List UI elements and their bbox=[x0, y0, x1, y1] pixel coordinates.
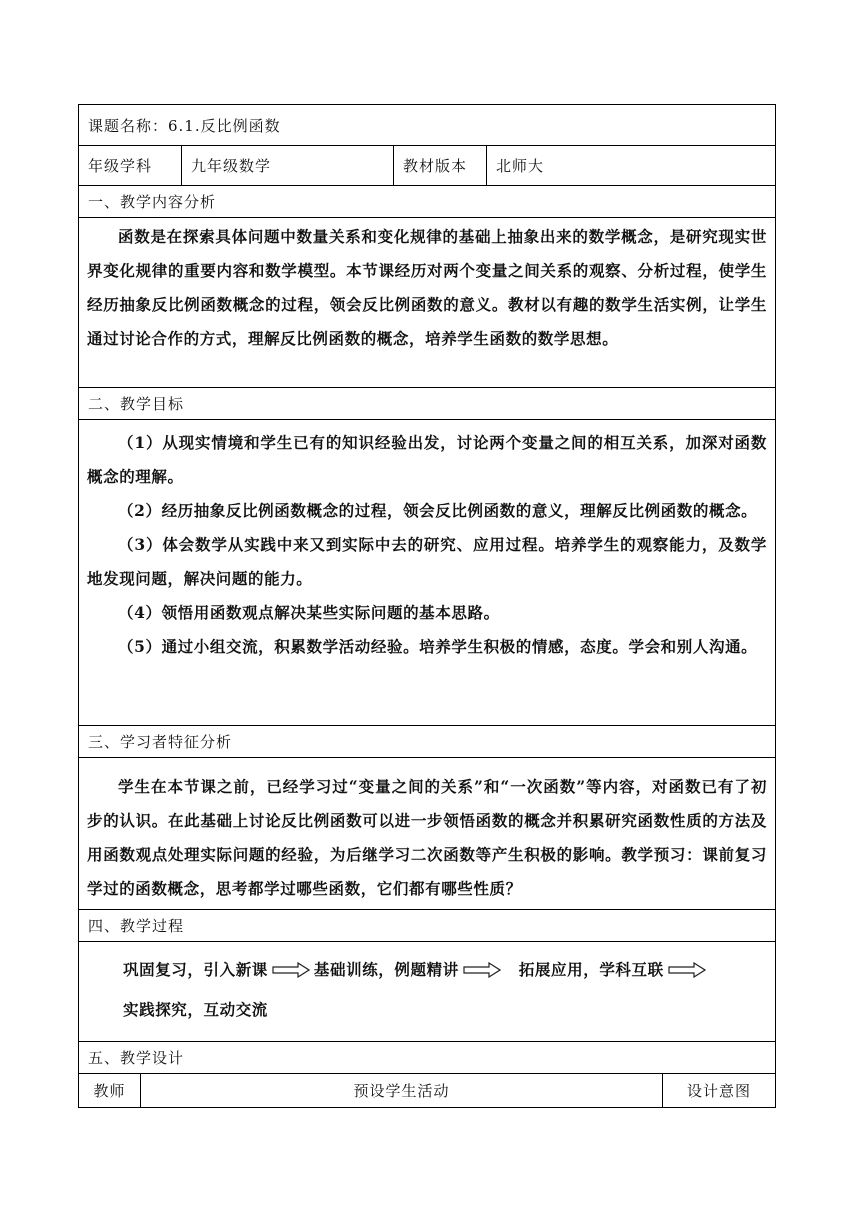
goal-item: （1）从现实情境和学生已有的知识经验出发，讨论两个变量之间的相互关系，加深对函数概念的理解。 bbox=[87, 433, 767, 486]
process-step-1: 巩固复习，引入新课 bbox=[123, 960, 268, 979]
lesson-plan-table bbox=[78, 104, 776, 1108]
process-heading-text: 四、教学过程 bbox=[88, 917, 185, 935]
goals-heading-text: 二、教学目标 bbox=[88, 395, 185, 413]
learner-analysis-heading-text: 三、学习者特征分析 bbox=[88, 733, 233, 751]
right-arrow-icon bbox=[463, 962, 501, 978]
design-col-intent: 设计意图 bbox=[686, 1082, 751, 1100]
goals-body bbox=[78, 420, 776, 726]
design-table-header bbox=[78, 1074, 776, 1108]
content-analysis-heading-text: 一、教学内容分析 bbox=[88, 193, 217, 211]
right-arrow-icon bbox=[668, 962, 706, 978]
design-col-activity: 预设学生活动 bbox=[141, 1074, 663, 1107]
goal-item: （4）领悟用函数观点解决某些实际问题的基本思路。 bbox=[118, 603, 500, 622]
grade-row bbox=[78, 146, 776, 186]
design-col-teacher: 教师 bbox=[79, 1074, 141, 1107]
design-heading bbox=[78, 1042, 776, 1074]
lesson-title-row bbox=[78, 104, 776, 146]
learner-analysis-heading bbox=[78, 726, 776, 758]
process-step-3: 拓展应用，学科互联 bbox=[518, 960, 664, 979]
edition-value: 北师大 bbox=[496, 157, 545, 175]
goal-item: （5）通过小组交流，积累数学活动经验。培养学生积极的情感，态度。学会和别人沟通。 bbox=[118, 637, 758, 656]
goals-heading bbox=[78, 388, 776, 420]
right-arrow-icon bbox=[272, 962, 310, 978]
content-analysis-heading bbox=[78, 186, 776, 218]
grade-label: 年级学科 bbox=[79, 146, 182, 185]
process-heading bbox=[78, 910, 776, 942]
content-analysis-body bbox=[78, 218, 776, 388]
process-flow-line bbox=[123, 990, 767, 1030]
content-analysis-text: 函数是在探索具体问题中数量关系和变化规律的基础上抽象出来的数学概念，是研究现实世界变化规律的重要内容和数学模型。本节课经历对两个变量之间关系的观察、分析过程，使学生经历抽象反比例函数概念的过程，领会反比例函数的意义。教材以有趣的数学生活实例，让学生通过讨论合作的方式，理解反比例函数的概念，培养学生函数的数学思想。 bbox=[87, 227, 767, 348]
goal-item: （3）体会数学从实践中来又到实际中去的研究、应用过程。培养学生的观察能力，及数学地发现问题，解决问题的能力。 bbox=[87, 535, 767, 588]
process-flow-line bbox=[123, 950, 767, 990]
design-heading-text: 五、教学设计 bbox=[88, 1049, 185, 1067]
process-step-4: 实践探究，互动交流 bbox=[123, 1000, 268, 1019]
edition-label: 教材版本 bbox=[394, 146, 487, 185]
grade-value: 九年级数学 bbox=[182, 146, 394, 185]
goal-item: （2）经历抽象反比例函数概念的过程，领会反比例函数的意义，理解反比例函数的概念。 bbox=[118, 501, 758, 520]
process-body bbox=[78, 942, 776, 1042]
learner-analysis-text: 学生在本节课之前，已经学习过“变量之间的关系”和“一次函数”等内容，对函数已有了初步的认识。在此基础上讨论反比例函数可以进一步领悟函数的概念并积累研究函数性质的方法及用函数观点处理实际问题的经验，为后继学习二次函数等产生积极的影响。教学预习：课前复习学过的函数概念，思考都学过哪些函数，它们都有哪些性质？ bbox=[87, 777, 767, 898]
learner-analysis-body bbox=[78, 758, 776, 910]
lesson-title: 课题名称：6.1.反比例函数 bbox=[88, 116, 281, 135]
process-step-2: 基础训练，例题精讲 bbox=[313, 960, 459, 979]
